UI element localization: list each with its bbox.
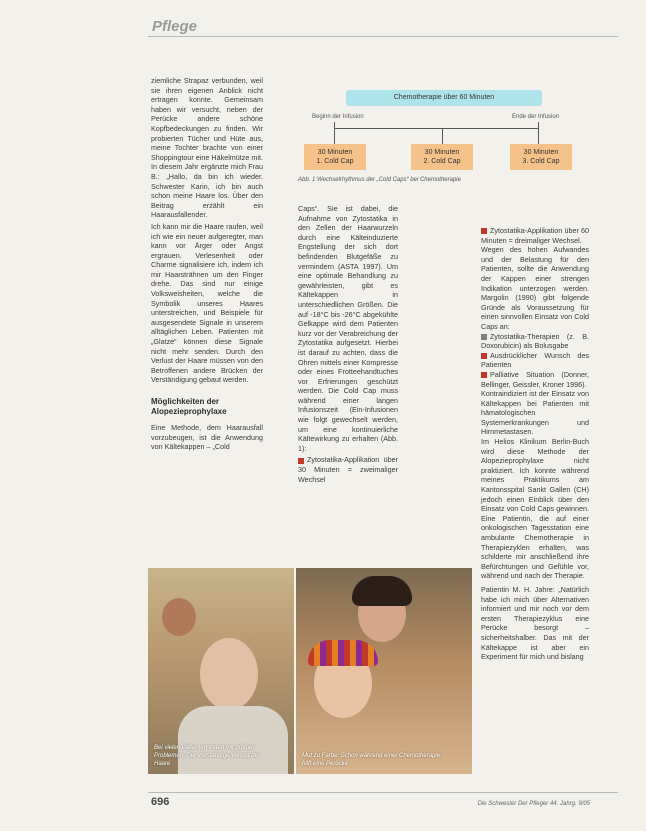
paragraph: Patientin M. H. Jahre: „Natürlich habe ich mich über Alternativen informiert und mir noch vor dem ersten Therapiezyklus eine Perücke besorgt – sicherheitshalber. Das mit der Kältekappe ist aber ein Experiment für mich und bislang [481, 584, 589, 662]
nurse-hair-shape [352, 576, 412, 606]
nurse-head-shape [162, 598, 196, 636]
bullet-text: Zytostatika-Applikation über 60 Minuten = dreimaliger Wechsel. [481, 226, 589, 245]
text-column-left [151, 76, 263, 452]
box-cap: 2. Cold Cap [423, 158, 461, 165]
header-rule [148, 36, 618, 37]
journal-reference: Die Schwester Der Pfleger 44. Jahrg. 9/05 [477, 801, 590, 807]
bullet-item [481, 370, 589, 389]
paragraph: Caps“. Sie ist dabei, die Aufnahme von Zytostatika in den Zellen der Haarwurzeln durch eine Kälteinduzierte Engstellung der sich dort befindenden Blutgefäße zu vermindern (ASTA 1997). Um eine optimale Behandlung zu gewährleisten, gibt es Kältekappen in unterschiedlichen Größen. Die auf -18°C bis -26°C abgekühlte Gelkappe wird dem Patienten kurz vor der Verabreichung der Zytostatika aufgesetzt. Hierbei ist darauf zu achten, dass die Ohren mittels einer Kompresse oder eines Frotteehandtuches vor Erfrierungen geschützt werden. Die Cold Cap muss während einer langen Infusionszeit (Ein-Infusionen wie folgt gewechselt werden, um eine kontinuierliche Kältewirkung zu erhalten (Abb. 1): [298, 204, 398, 453]
bullet-item [481, 351, 589, 370]
bullet-square-icon [481, 334, 487, 340]
bullet-item [481, 226, 589, 245]
photo-caption: Mut zu Farbe: Schon während einer Chemotherapie hilft eine Perücke [302, 753, 441, 767]
box-duration: 30 Minuten [523, 149, 559, 156]
headscarf-shape [308, 640, 378, 666]
footer-rule [148, 792, 618, 793]
paragraph: Wegen des hohen Aufwandes und der Belastung für den Patienten, sollte die Anwendung der Kappen einer strengen Indikation unterzogen werden. Margolin (1990) gibt folgende Gründe als Voraussetzung für einen sinnvollen Einsatz von Cold Caps an: [481, 245, 589, 331]
box-cap: 1. Cold Cap [316, 158, 354, 165]
photo-patient-headscarf [296, 568, 472, 774]
bullet-text: Ausdrücklicher Wunsch des Patienten [481, 350, 589, 370]
patient-head-shape [200, 638, 258, 710]
start-label: Beginn der Infusion [312, 114, 364, 120]
box-cap: 3. Cold Cap [522, 158, 560, 165]
bullet-text: Zytostatika-Therapien (z. B. Doxorubicin) als Bolusgabe [481, 331, 589, 351]
cold-cap-box-3 [510, 144, 572, 170]
text-column-middle [298, 204, 398, 484]
diagram-caption: Abb. 1 Wechselrhythmus der „Cold Caps“ bei Chemotherapie [298, 177, 461, 183]
photo-patient-bald [148, 568, 294, 774]
paragraph: Ich kann mir die Haare raufen, weil ich wie ein neuer aufgeregter, man kann vor Ärger oder Angst ergrauen. Verlesenheit oder Charme signalisiere ich, indem ich mir Haarsträhnen um den Finger drehe. Das sind nur einige Volksweisheiten, welche die Symbolik unseres Haares unterstreichen, und Beispiele für ausgesendete Signale in unserem alltäglichen Leben. Patienten mit „Glatze“ können diese Signale nicht mehr senden. Durch den Verlust der Haare müssen von den Betroffenen andere Brücken der Verständigung gebaut werden. [151, 221, 263, 385]
paragraph: Kontraindiziert ist der Einsatz von Kältekappen bei Patienten mit hämatologischen Systemerkrankungen und Hirnmetastasen. [481, 389, 589, 437]
page-number: 696 [151, 796, 170, 808]
cold-cap-box-1 [304, 144, 366, 170]
bullet-text: Palliative Situation (Donner, Bellinger, Geissler, Kroner 1996). [481, 369, 589, 389]
connector-right [538, 122, 539, 144]
connector-left [334, 122, 335, 144]
paragraph: Im Helios Klinikum Berlin-Buch wird diese Methode der Alopezieprophylaxe nicht praktiziert. Ich konnte während meines Praktikums am Kantonsspital Sankt Gallen (CH) jedoch einen Einblick über den Einsatz von Cold Caps gewinnen. Eine Patientin, die auf einer onkologischen Tagesstation eine ambulante Chemotherapie in Therapiezyklen erhalten, was schilderte mir anschließend ihre Befürchtungen und Gefühle vor, während und nach der Therapie. [481, 437, 589, 581]
bullet-square-icon [481, 372, 487, 378]
bullet-item [298, 455, 398, 484]
page-header [148, 8, 618, 38]
bullet-square-icon [298, 458, 304, 464]
paragraph: ziemliche Strapaz verbunden, weil sie ihren eigenen Anblick nicht ertragen konnte. Gemeinsam haben wir versucht, neben der Perücke andere schöne Kopfbedeckungen zu finden. Wir probierten Tücher und Hüte aus, meine Tochter brachte von einer Shoppingtour eine Häkelmütze mit. In diesem Jahr ergänzte mich Frau B.: „Hallo, da bin ich wieder. Schwester Karin, ich bin auch schon meine Haare los. Über den Beitrag erzählt ein Haarausfallender. [151, 76, 263, 220]
text-column-right [481, 226, 589, 662]
box-duration: 30 Minuten [317, 149, 353, 156]
bullet-text: Zytostatika-Applikation über 30 Minuten = zweimaliger Wechsel [298, 455, 398, 484]
bullet-square-icon [481, 353, 487, 359]
cold-cap-diagram [298, 80, 588, 190]
connector-middle [442, 128, 443, 144]
photo-caption: Bei vielen Patienten treten mit großen Problemen: Der vollständige Verlust der Haare [154, 745, 260, 767]
section-title: Pflege [152, 18, 198, 35]
paragraph: Eine Methode, dem Haarausfall vorzubeugen, ist die Anwendung von Kältekappen – „Cold [151, 423, 263, 452]
box-duration: 30 Minuten [424, 149, 460, 156]
cold-cap-box-2 [411, 144, 473, 170]
bullet-square-icon [481, 228, 487, 234]
section-heading: Möglichkeiten der Alopezieprophylaxe [151, 397, 227, 416]
end-label: Ende der Infusion [512, 114, 560, 120]
chemotherapy-bar: Chemotherapie über 60 Minuten [346, 90, 542, 106]
bullet-item [481, 332, 589, 351]
timeline-connector [334, 128, 538, 129]
